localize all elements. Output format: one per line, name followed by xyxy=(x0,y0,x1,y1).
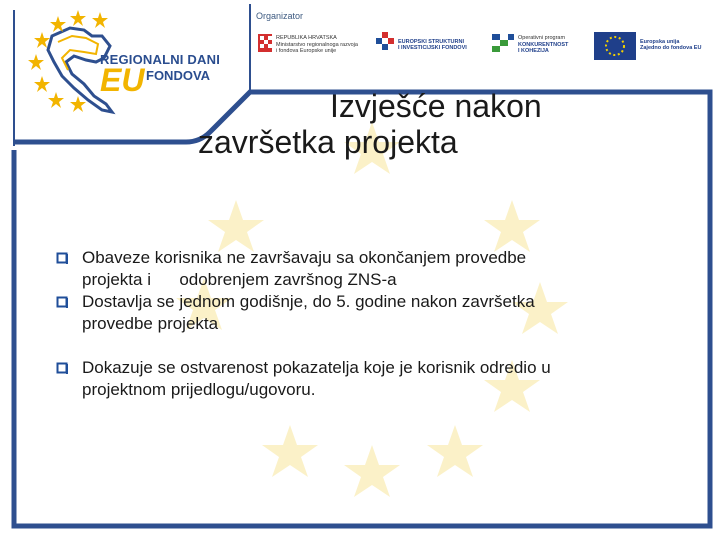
checkbox-bullet-icon xyxy=(56,296,68,308)
partner-op-kik xyxy=(518,30,568,60)
partner-line: KONKURENTNOST xyxy=(518,41,569,48)
partner-line: i fondova Europske unije xyxy=(276,48,337,55)
eu-flag-icon xyxy=(594,32,636,60)
logo-text-fondova: FONDOVA xyxy=(146,68,211,83)
logo-text-eu: EU xyxy=(100,62,145,98)
bg-star-icon xyxy=(344,445,400,497)
bullet-text-line: Dokazuje se ostvarenost pokazatelja koje je korisnik odredio u xyxy=(82,358,551,377)
logo-text-regionalni-dani: REGIONALNI DANI xyxy=(100,52,220,67)
star-icon xyxy=(34,76,50,92)
list-item xyxy=(56,357,656,401)
partner-esi-fondovi xyxy=(398,30,467,60)
star-icon xyxy=(92,12,108,28)
partner-line: EUROPSKI STRUKTURNI xyxy=(398,38,465,45)
esi-funds-icon xyxy=(376,32,394,50)
slide-title xyxy=(150,88,640,160)
bullet-text-line: provedbe projekta xyxy=(82,314,219,333)
checkbox-bullet-icon xyxy=(56,252,68,264)
partner-line: Ministarstvo regionalnoga razvoja xyxy=(276,41,358,48)
bg-star-icon xyxy=(262,425,318,477)
partner-republika-hrvatska xyxy=(276,30,358,60)
list-item xyxy=(56,247,656,291)
partner-line: REPUBLIKA HRVATSKA xyxy=(276,35,337,42)
bullet-list xyxy=(56,247,656,401)
slide-title-line2: završetka projekta xyxy=(198,124,458,160)
bg-star-icon xyxy=(484,200,540,252)
op-kik-icon xyxy=(492,34,514,52)
partner-line: I KOHEZIJA xyxy=(518,48,549,55)
star-icon xyxy=(70,96,86,112)
bullet-text-line: projekta i odobrenjem završnog ZNS-a xyxy=(82,270,397,289)
partner-eu xyxy=(640,30,701,60)
bg-star-icon xyxy=(208,200,264,252)
partner-line: Zajedno do fondova EU xyxy=(640,45,702,51)
bullet-text-line: Obaveze korisnika ne završavaju sa okončanjem provedbe xyxy=(82,248,527,267)
partner-line: I INVESTICIJSKI FONDOVI xyxy=(398,45,467,51)
bullet-text-line: projektnom prijedlogu/ugovoru. xyxy=(82,380,316,399)
checkbox-bullet-icon xyxy=(56,362,68,374)
organizer-label: Organizator xyxy=(256,11,304,21)
star-icon xyxy=(70,10,86,26)
slide-title-line1: Izvješće nakon xyxy=(330,88,542,124)
partner-line: Operativni program xyxy=(518,35,566,42)
star-icon xyxy=(48,92,64,108)
star-icon xyxy=(34,32,50,48)
bg-star-icon xyxy=(427,425,483,477)
star-icon xyxy=(28,54,44,70)
list-item xyxy=(56,291,656,335)
bullet-text-line: Dostavlja se jednom godišnje, do 5. godine nakon završetka xyxy=(82,292,535,311)
partner-line: Europska unija xyxy=(640,38,680,45)
